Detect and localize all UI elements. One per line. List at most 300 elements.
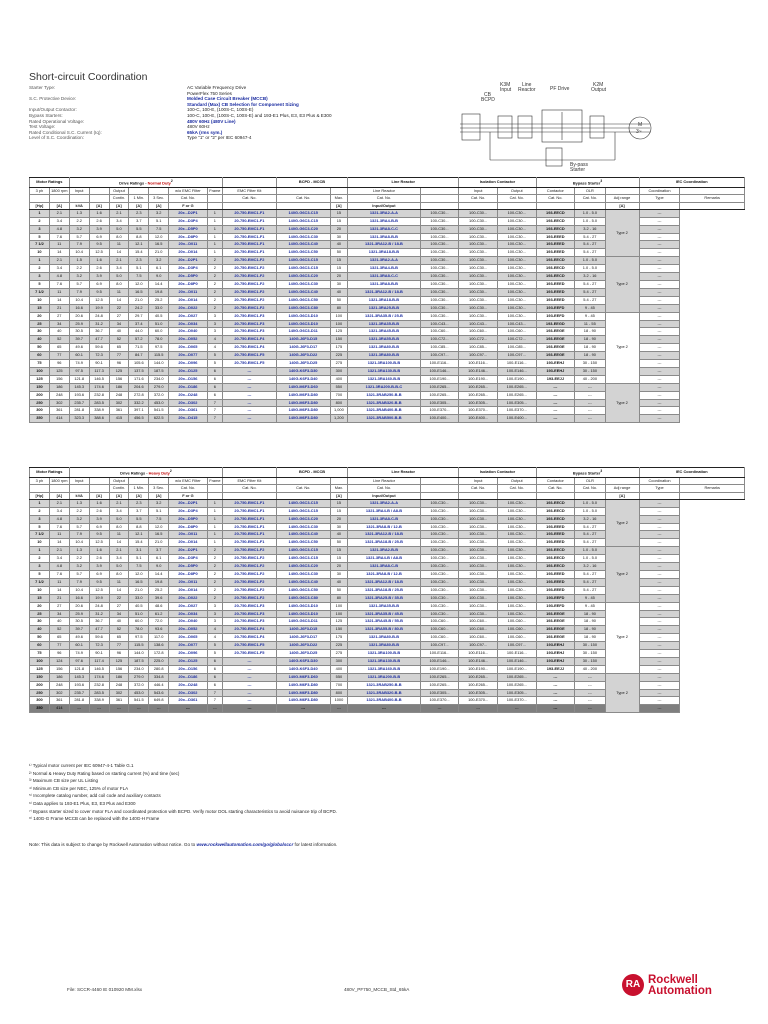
motor-ratings-header: Motor Ratings [30, 468, 70, 478]
coordination-type-cell: Type 2 [605, 499, 639, 546]
table-cell: 96 [49, 360, 69, 368]
table-cell: 193-EEED [536, 531, 575, 539]
table-cell: 5.4 - 27 [575, 523, 605, 531]
table-cell: 543.6 [149, 689, 169, 697]
table-cell: --- [536, 391, 575, 399]
table-cell: 7 1/2 [30, 288, 50, 296]
table-cell: 100-C30... [459, 249, 498, 257]
table-cell: 3.2 - 16 [575, 273, 605, 281]
table-cell: 100-C30... [497, 288, 536, 296]
table-cell: 3.7 [129, 217, 149, 225]
table-cell: 20 [30, 312, 50, 320]
remarks-cell: --- [639, 673, 680, 681]
table-cell: 2 [207, 288, 222, 296]
subheader-cell [605, 478, 639, 485]
coordination-type-cell: Type 2 [605, 547, 639, 602]
table-cell: 52 [49, 626, 69, 634]
table-cell: 3.2 [69, 515, 89, 523]
spec-value: 480V 60Hz (480V Line) [187, 118, 236, 124]
table-cell: 1321-3RA2-A-A [348, 499, 421, 507]
subheader-cell [207, 195, 222, 202]
table-cell: 186 [109, 383, 129, 391]
table-cell: 193-EEFD [536, 304, 575, 312]
remarks-cell: --- [639, 344, 680, 352]
table-cell: 15 [330, 217, 348, 225]
table-cell: 20-750-EMC1-F2 [223, 563, 277, 571]
table-cell: 140G-J6F3-D22 [276, 352, 330, 360]
drive-ratings-header [69, 178, 222, 188]
table-cell: 20 [330, 563, 348, 571]
table-cell: 20-750-EMC1-F1 [223, 507, 277, 515]
table-cell: 12.1 [129, 241, 149, 249]
coordination-type-cell: Type 2 [605, 602, 639, 673]
footnote: ¹⁾ Typical motor current per IEC 60947-4-1 Table G.1 [29, 763, 134, 768]
table-cell: 140G-G6C3-C15 [276, 507, 330, 515]
table-cell: 156 [49, 665, 69, 673]
remarks-cell: --- [639, 241, 680, 249]
subheader-cell: [A] [49, 492, 69, 499]
table-cell: 20-750-EMC1-F2 [223, 586, 277, 594]
table-cell: 78.0 [129, 626, 149, 634]
table-cell: 1321-3RA18-B / 25-B [348, 586, 421, 594]
coordination-type-cell: Type 2 [605, 257, 639, 312]
table-cell: 100-C30... [497, 304, 536, 312]
table-cell: 2 [30, 265, 50, 273]
table-cell: 72.3 [89, 642, 109, 650]
table-cell: 20-750-EMC1-F4 [223, 344, 277, 352]
table-cell: 1321-3RA4-B-B [348, 217, 421, 225]
table-cell: 20x...D014 [169, 539, 208, 547]
table-cell: 14 [109, 249, 129, 257]
table-cell: 4.8 [49, 225, 69, 233]
table-cell: 52 [109, 336, 129, 344]
table-cell: 1321-3RA4-B / A8-B [348, 555, 421, 563]
table-cell: 100-E190... [497, 375, 536, 383]
table-cell: 800 [330, 689, 348, 697]
table-cell: 193-EEFD [536, 312, 575, 320]
table-cell: 1321-3RA8-B / 12-B [348, 523, 421, 531]
table-cell: 279.0 [129, 673, 149, 681]
table-cell: 140G-G6C3-C80 [276, 304, 330, 312]
table-cell: 20-750-EMC1-F3 [223, 618, 277, 626]
table-cell: 140G-J6F3-D22 [276, 642, 330, 650]
table-cell: 15.4 [129, 249, 149, 257]
table-cell: 40 [30, 626, 50, 634]
table-cell: 3.4 [109, 555, 129, 563]
table-cell: 15 [30, 594, 50, 602]
table-cell: 11 [49, 531, 69, 539]
subheader-cell [30, 485, 50, 492]
table-cell: 15 [330, 499, 348, 507]
table-cell: 2 [207, 304, 222, 312]
table-cell: 1321-3RA12-B / 18-B [348, 288, 421, 296]
table-cell: 60.1 [69, 352, 89, 360]
table-cell: 100-C30... [420, 217, 459, 225]
remarks-cell: --- [639, 634, 680, 642]
spec-key: Bypass Starters: [29, 112, 63, 118]
table-cell: 100-E370... [420, 407, 459, 415]
remarks-cell: --- [639, 594, 680, 602]
table-cell: 140G-G6C3-C30 [276, 570, 330, 578]
table-cell: 140G-G6C3-C20 [276, 563, 330, 571]
table-cell: 150 [30, 383, 50, 391]
table-cell: 77 [49, 642, 69, 650]
table-cell: 100-C60... [459, 634, 498, 642]
subheader-cell [680, 478, 745, 485]
blank-header [223, 468, 277, 478]
table-cell: 140G-G6C3-C15 [276, 499, 330, 507]
table-cell: --- [575, 681, 605, 689]
table-cell: 140G-G6C3-C20 [276, 273, 330, 281]
table-cell: 193-EECD [536, 555, 575, 563]
table-cell: 100-C60... [420, 618, 459, 626]
table-cell: 1321-3RA200-B-B-C [348, 383, 421, 391]
table-cell: 140G-J6F3-D15 [276, 626, 330, 634]
table-cell: 1 [207, 217, 222, 225]
remarks-cell: --- [639, 367, 680, 375]
table-cell: 145.3 [69, 383, 89, 391]
table-cell: 2.2 [69, 265, 89, 273]
iec-coordination-header: IEC Coordination [639, 178, 745, 188]
table-cell: 39.7 [69, 626, 89, 634]
subheader-cell [223, 492, 277, 499]
coordination-type-cell: Type 2 [605, 209, 639, 256]
remarks-cell: --- [639, 665, 680, 673]
globalsccr-link[interactable]: www.rockwellautomation.com/go/globalsccr [196, 842, 294, 847]
subheader-cell: Remarks [680, 485, 745, 492]
table-cell: 4 [207, 634, 222, 642]
table-cell: 100 [30, 657, 50, 665]
table-cell: 20x...D5P0 [169, 515, 208, 523]
table-cell: 6.9 [89, 233, 109, 241]
table-cell: 100-C30... [497, 257, 536, 265]
table-cell: 20x...D034 [169, 320, 208, 328]
table-cell: 156 [109, 375, 129, 383]
spec-key: Rated Operational Voltage: [29, 118, 85, 124]
table-cell: 100-C60... [420, 626, 459, 634]
remarks-cell: --- [639, 375, 680, 383]
table-cell: 100-C30... [497, 586, 536, 594]
logo-word-automation: Automation [648, 985, 712, 997]
subheader-cell: Line Reactor [348, 188, 421, 195]
subheader-cell: Max. [330, 195, 348, 202]
table-cell: 100-C30... [459, 296, 498, 304]
table-cell: 302 [49, 689, 69, 697]
remarks-cell: --- [639, 555, 680, 563]
table-cell: 140G-G6C3-C80 [276, 594, 330, 602]
subheader-cell [49, 485, 69, 492]
table-cell: 1 [30, 499, 50, 507]
remarks-cell: --- [639, 225, 680, 233]
table-cell: 100-C43... [459, 320, 498, 328]
subheader-cell [536, 202, 575, 209]
table-cell: 8.0 [109, 280, 129, 288]
table-cell: 372.0 [129, 681, 149, 689]
subheader-cell: w/o EMC Filter [169, 188, 208, 195]
table-cell: 100-E400... [420, 415, 459, 423]
table-cell: 174.6 [89, 673, 109, 681]
subheader-cell: Cat. No. [459, 485, 498, 492]
table-cell: 20x...D125 [169, 367, 208, 375]
remarks-cell: --- [639, 523, 680, 531]
subheader-cell [276, 202, 330, 209]
table-cell: 105.6 [129, 360, 149, 368]
table-cell: 140G-M6F3-D80 [276, 681, 330, 689]
table-cell: 21 [49, 304, 69, 312]
table-cell: 235.7 [69, 689, 89, 697]
table-cell: 24.8 [89, 312, 109, 320]
table-cell: --- [223, 689, 277, 697]
table-cell: 11 [49, 288, 69, 296]
table-cell: 2 [30, 555, 50, 563]
table-cell: 100-E305... [420, 399, 459, 407]
subheader-cell [276, 478, 330, 485]
motor-phase-label: 3~ [636, 129, 642, 135]
subheader-row [30, 195, 745, 202]
table-cell: 100-C97... [459, 352, 498, 360]
table-cell: 100-E146... [459, 657, 498, 665]
table-cell: 140G-M6F3-D80 [276, 407, 330, 415]
table-cell: 100-E305... [497, 689, 536, 697]
table-cell: 140G-J6F3-D17 [276, 634, 330, 642]
table-cell: 100-C60... [459, 618, 498, 626]
table-cell: 37.4 [129, 320, 149, 328]
line-label: Line [522, 82, 532, 88]
table-cell: 193-EEED [536, 539, 575, 547]
table-cell: 5 [30, 233, 50, 241]
table-cell: 1.0 - 5.0 [575, 257, 605, 265]
table-cell: 193-EEHJ [536, 657, 575, 665]
table-cell: 7.6 [49, 523, 69, 531]
table-cell: 100-E370... [497, 697, 536, 705]
table-cell: 248 [49, 681, 69, 689]
subheader-cell: Contin. [109, 195, 129, 202]
table-cell: --- [536, 689, 575, 697]
spec-key: Starter Type: [29, 85, 56, 90]
table-cell: 100-C30... [459, 241, 498, 249]
table-cell: 283.5 [89, 399, 109, 407]
table-cell: 100-C30... [459, 499, 498, 507]
remarks-cell: --- [639, 288, 680, 296]
table-cell: 100-C30... [420, 594, 459, 602]
table-cell: 156 [109, 665, 129, 673]
table-cell: 31.2 [89, 320, 109, 328]
subheader-cell: 1 Min. [129, 195, 149, 202]
table-cell: 140G-M6F3-D60 [276, 673, 330, 681]
table-cell: 100-C30... [459, 515, 498, 523]
table-cell: 300 [30, 697, 50, 705]
remarks-cell: --- [639, 642, 680, 650]
heavy-duty-table [29, 467, 745, 713]
table-cell: 550 [330, 383, 348, 391]
table-cell: 20x...D3P4 [169, 507, 208, 515]
subheader-cell: Contactor [536, 188, 575, 195]
subheader-cell: Output [109, 188, 129, 195]
spec-key: Test Voltage: [29, 124, 56, 130]
table-cell: 3.4 [109, 217, 129, 225]
table-cell: 5.0 [109, 563, 129, 571]
table-cell: 1321-3RA160-B-B [348, 375, 421, 383]
remarks-cell: --- [639, 626, 680, 634]
table-cell: 12.0 [149, 233, 169, 241]
table-cell: 20x...D8P0 [169, 570, 208, 578]
table-cell: 20-750-EMC1-F1 [223, 499, 277, 507]
subheader-cell [207, 485, 222, 492]
table-cell: 234.0 [129, 665, 149, 673]
table-cell: 100-C60... [420, 634, 459, 642]
table-cell: 100-C30... [497, 539, 536, 547]
table-cell: 9.0 [149, 273, 169, 281]
table-cell: 2.2 [69, 555, 89, 563]
table-cell: 186 [49, 673, 69, 681]
table-cell: 20-750-EMC1-F2 [223, 570, 277, 578]
reactor-label: Reactor [518, 87, 536, 93]
table-cell: 40 [109, 618, 129, 626]
table-cell: 232.8 [89, 681, 109, 689]
table-cell: 7.9 [69, 578, 89, 586]
table-cell: 27 [49, 312, 69, 320]
table-cell: 51.0 [149, 320, 169, 328]
table-cell: 2 [207, 563, 222, 571]
table-cell: 100-C30... [497, 241, 536, 249]
table-cell: 12.5 [89, 586, 109, 594]
table-cell: 144.0 [129, 650, 149, 658]
table-cell: 100-E265... [497, 673, 536, 681]
table-cell: 100-E116... [420, 360, 459, 368]
table-cell: 20 [30, 602, 50, 610]
table-cell: 100-C30... [459, 539, 498, 547]
k3m-label: K3M [500, 82, 511, 88]
table-cell: 14 [109, 296, 129, 304]
table-cell: 100-C60... [497, 618, 536, 626]
final-note [29, 842, 337, 847]
table-cell: 1.0 - 5.0 [575, 555, 605, 563]
table-cell: 100-C30... [459, 570, 498, 578]
table-cell: 74.9 [69, 360, 89, 368]
table-cell: 193.6 [69, 681, 89, 689]
table-cell: 115.5 [129, 642, 149, 650]
table-cell: 140G-K6F3-D30 [276, 367, 330, 375]
table-cell: 20x...D011 [169, 578, 208, 586]
table-cell: 5.1 [149, 507, 169, 515]
table-cell: 1321-3RA45-B-B [348, 328, 421, 336]
table-cell: 100-C43... [497, 320, 536, 328]
table-cell: 20-750-EMC1-F1 [223, 209, 277, 217]
table-cell: 10.4 [69, 539, 89, 547]
table-cell: 20-750-EMC1-F3 [223, 328, 277, 336]
table-cell: 193-EEGD [536, 320, 575, 328]
table-cell: 248 [109, 681, 129, 689]
table-cell: 18 - 90 [575, 618, 605, 626]
table-cell: 4.8 [49, 273, 69, 281]
subheader-cell: [A] [109, 202, 129, 209]
table-cell: 20-750-EMC1-F2 [223, 547, 277, 555]
table-cell: 6.1 [149, 555, 169, 563]
table-cell: 2.3 [129, 209, 149, 217]
table-cell: 193-EEHJ [536, 367, 575, 375]
table-row [30, 209, 745, 217]
table-cell: 3.9 [89, 515, 109, 523]
remarks-cell: --- [639, 531, 680, 539]
table-cell: 100-C30... [497, 225, 536, 233]
table-cell: 20-750-EMC1-F1 [223, 531, 277, 539]
table-cell: 100-E265... [420, 391, 459, 399]
subheader-cell [605, 188, 639, 195]
table-cell: 100-C85... [459, 344, 498, 352]
table-cell: 3 [207, 328, 222, 336]
table-cell: 20x...D8P0 [169, 523, 208, 531]
table-cell: 100-C30... [497, 273, 536, 281]
table-cell: 59.6 [89, 634, 109, 642]
table-cell: 14 [49, 539, 69, 547]
remarks-cell: --- [639, 328, 680, 336]
subheader-cell [680, 188, 745, 195]
table-cell: 10 [30, 296, 50, 304]
table-cell: 60.0 [129, 618, 149, 626]
table-cell: 49.6 [69, 634, 89, 642]
table-cell: 11 [109, 288, 129, 296]
table-cell: 11 [109, 531, 129, 539]
table-cell: 30.5 [69, 618, 89, 626]
table-cell: 100-E305... [420, 689, 459, 697]
table-cell: 75 [30, 360, 50, 368]
table-cell: 100-C97... [497, 352, 536, 360]
table-cell: 235.7 [69, 399, 89, 407]
table-cell: 1 [207, 499, 222, 507]
line-reactor-header: Line Reactor [348, 468, 459, 478]
table-cell: --- [536, 705, 575, 713]
table-cell: --- [575, 391, 605, 399]
table-cell: 20-750-EMC1-F2 [223, 265, 277, 273]
table-cell: 193-EEGE [536, 618, 575, 626]
table-cell: 72.0 [149, 618, 169, 626]
table-cell: 100-C30... [497, 507, 536, 515]
remarks-cell: --- [639, 539, 680, 547]
table-cell: 97.5 [129, 634, 149, 642]
subheader-row [30, 478, 745, 485]
spec-value: 480V 60Hz [187, 124, 210, 130]
table-cell: 100-E305... [497, 399, 536, 407]
table-cell: 30 - 150 [575, 367, 605, 375]
table-cell: 5.5 [129, 515, 149, 523]
table-cell: 33.0 [129, 594, 149, 602]
one-line-diagram-svg [450, 76, 665, 176]
table-cell: 281.8 [69, 407, 89, 415]
duty-footnote-ref: 2 [170, 179, 173, 183]
table-cell: 100-E146... [459, 367, 498, 375]
footnote: ⁶⁾ Data applies to 193-E1 Plus, E3, E3 Plus and E300 [29, 800, 136, 806]
table-cell: 1321-3RA160-B-B [348, 665, 421, 673]
spec-value: 100-C, 100-E, (100S-C, 100S-E) and 193-E1 Plus, E3, E3 Plus & E300 [187, 112, 332, 118]
table-cell: 140G-K6F3-D30 [276, 657, 330, 665]
table-cell: 10.4 [69, 296, 89, 304]
table-cell: 193-EEGE [536, 352, 575, 360]
table-cell: 302 [109, 689, 129, 697]
remarks-cell: --- [639, 280, 680, 288]
table-cell: 15 [330, 547, 348, 555]
table-cell: 225 [330, 352, 348, 360]
table-cell: 12.0 [129, 570, 149, 578]
table-cell: 193-EEED [536, 241, 575, 249]
footnote: ⁸⁾ 140G-G Frame MCCB can be replaced with the 140G-H Frame [29, 816, 160, 822]
table-cell: 2 [207, 578, 222, 586]
table-cell: 6 [207, 391, 222, 399]
table-cell: 2 [30, 507, 50, 515]
table-cell: 3.2 [149, 209, 169, 217]
table-cell: 100-C30... [420, 523, 459, 531]
ra-logo-icon: RA [622, 974, 644, 996]
remarks-cell: --- [639, 563, 680, 571]
